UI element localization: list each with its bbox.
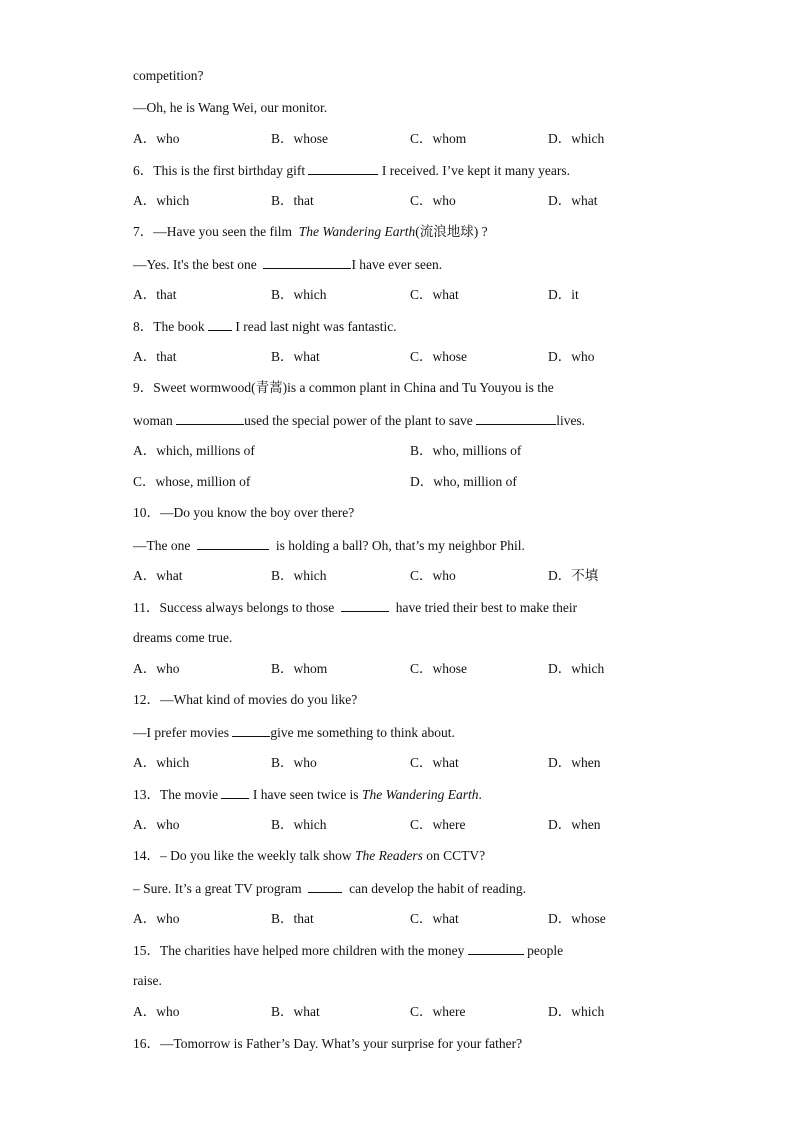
- q5-option-a: A．who: [133, 131, 180, 146]
- q8-option-d: D．who: [548, 349, 595, 364]
- q10-answer-blank: [197, 537, 269, 550]
- q10-option-b: B．which: [271, 568, 327, 583]
- q12-line1: 12．—What kind of movies do you like?: [133, 692, 358, 707]
- q15-answer-blank: [468, 942, 524, 955]
- q6-option-d: D．what: [548, 193, 598, 208]
- q13-film-title: The Wandering Earth: [361, 787, 479, 802]
- q13-option-a: A．who: [133, 817, 180, 832]
- q12-option-b: B．who: [271, 755, 317, 770]
- q9-option-d: D．who, million of: [410, 474, 517, 489]
- q10-option-d: D．不填: [548, 568, 599, 583]
- q13-option-c: C．where: [410, 817, 466, 832]
- q14-line2: – Sure. It’s a great TV program can develop the habit of reading.: [133, 881, 527, 896]
- q7-line2: —Yes. It's the best one I have ever seen.: [133, 257, 443, 272]
- q7-stem: 7．—Have you seen the film The Wandering Earth(流浪地球) ?: [133, 224, 488, 239]
- q14-stem: 14．– Do you like the weekly talk show The Readers on CCTV?: [133, 848, 486, 863]
- q12-option-d: D．when: [548, 755, 601, 770]
- q11-stem: 11．Success always belongs to those have tried their best to make their: [133, 600, 578, 615]
- q12-option-c: C．what: [410, 755, 459, 770]
- q14-option-d: D．whose: [548, 911, 606, 926]
- q15-option-c: C．where: [410, 1004, 466, 1019]
- q9-option-a: A．which, millions of: [133, 443, 255, 458]
- q7-option-a: A．that: [133, 287, 177, 302]
- q10-line1: 10．—Do you know the boy over there?: [133, 505, 355, 520]
- q8-option-b: B．what: [271, 349, 320, 364]
- q6-option-b: B．that: [271, 193, 314, 208]
- q15-option-b: B．what: [271, 1004, 320, 1019]
- q15-line2: raise.: [133, 973, 162, 988]
- q16-line1: 16．—Tomorrow is Father’s Day. What’s your surprise for your father?: [133, 1036, 523, 1051]
- q9-option-c: C．whose, million of: [133, 474, 251, 489]
- q14-answer-blank: [308, 880, 342, 893]
- q8-option-c: C．whose: [410, 349, 467, 364]
- q5-line1: competition?: [133, 68, 204, 83]
- q10-option-c: C．who: [410, 568, 456, 583]
- q14-option-a: A．who: [133, 911, 180, 926]
- q12-option-a: A．which: [133, 755, 190, 770]
- q6-stem: 6．This is the first birthday gift I received. I’ve kept it many years.: [133, 163, 571, 178]
- q8-answer-blank: [208, 318, 232, 331]
- q5-option-c: C．whom: [410, 131, 467, 146]
- q6-answer-blank: [308, 162, 378, 175]
- q10-line2: —The one is holding a ball? Oh, that’s my neighbor Phil.: [133, 538, 525, 553]
- q15-option-d: D．which: [548, 1004, 605, 1019]
- q9-answer-blank-1: [176, 412, 244, 425]
- q5-option-b: B．whose: [271, 131, 328, 146]
- q9-line2: woman used the special power of the plant to save lives.: [133, 413, 586, 428]
- q7-option-b: B．which: [271, 287, 327, 302]
- q9-line1: 9．Sweet wormwood(青蒿)is a common plant in China and Tu Youyou is the: [133, 380, 554, 395]
- q6-option-c: C．who: [410, 193, 456, 208]
- q5-line2: —Oh, he is Wang Wei, our monitor.: [133, 100, 328, 115]
- q8-option-a: A．that: [133, 349, 177, 364]
- q5-option-d: D．which: [548, 131, 605, 146]
- q7-option-d: D．it: [548, 287, 579, 302]
- q7-answer-blank: [263, 256, 351, 269]
- q13-option-b: B．which: [271, 817, 327, 832]
- q9-option-b: B．who, millions of: [410, 443, 522, 458]
- q12-answer-blank: [232, 724, 270, 737]
- q14-show-title: The Readers: [354, 848, 423, 863]
- q10-option-a: A．what: [133, 568, 183, 583]
- q11-option-d: D．which: [548, 661, 605, 676]
- q11-answer-blank: [341, 599, 389, 612]
- q11-line2: dreams come true.: [133, 630, 233, 645]
- q14-option-b: B．that: [271, 911, 314, 926]
- q11-option-a: A．who: [133, 661, 180, 676]
- q7-film-title: The Wandering Earth: [298, 224, 416, 239]
- q7-option-c: C．what: [410, 287, 459, 302]
- q13-option-d: D．when: [548, 817, 601, 832]
- q13-answer-blank: [221, 786, 249, 799]
- q15-option-a: A．who: [133, 1004, 180, 1019]
- q13-stem: 13．The movie I have seen twice is The Wandering Earth.: [133, 787, 482, 802]
- q15-stem: 15．The charities have helped more children with the money people: [133, 943, 564, 958]
- q6-option-a: A．which: [133, 193, 190, 208]
- q8-stem: 8．The book I read last night was fantastic.: [133, 319, 397, 334]
- q11-option-c: C．whose: [410, 661, 467, 676]
- q14-option-c: C．what: [410, 911, 459, 926]
- q9-answer-blank-2: [476, 412, 556, 425]
- q12-line2: —I prefer movies give me something to think about.: [133, 725, 455, 740]
- q11-option-b: B．whom: [271, 661, 328, 676]
